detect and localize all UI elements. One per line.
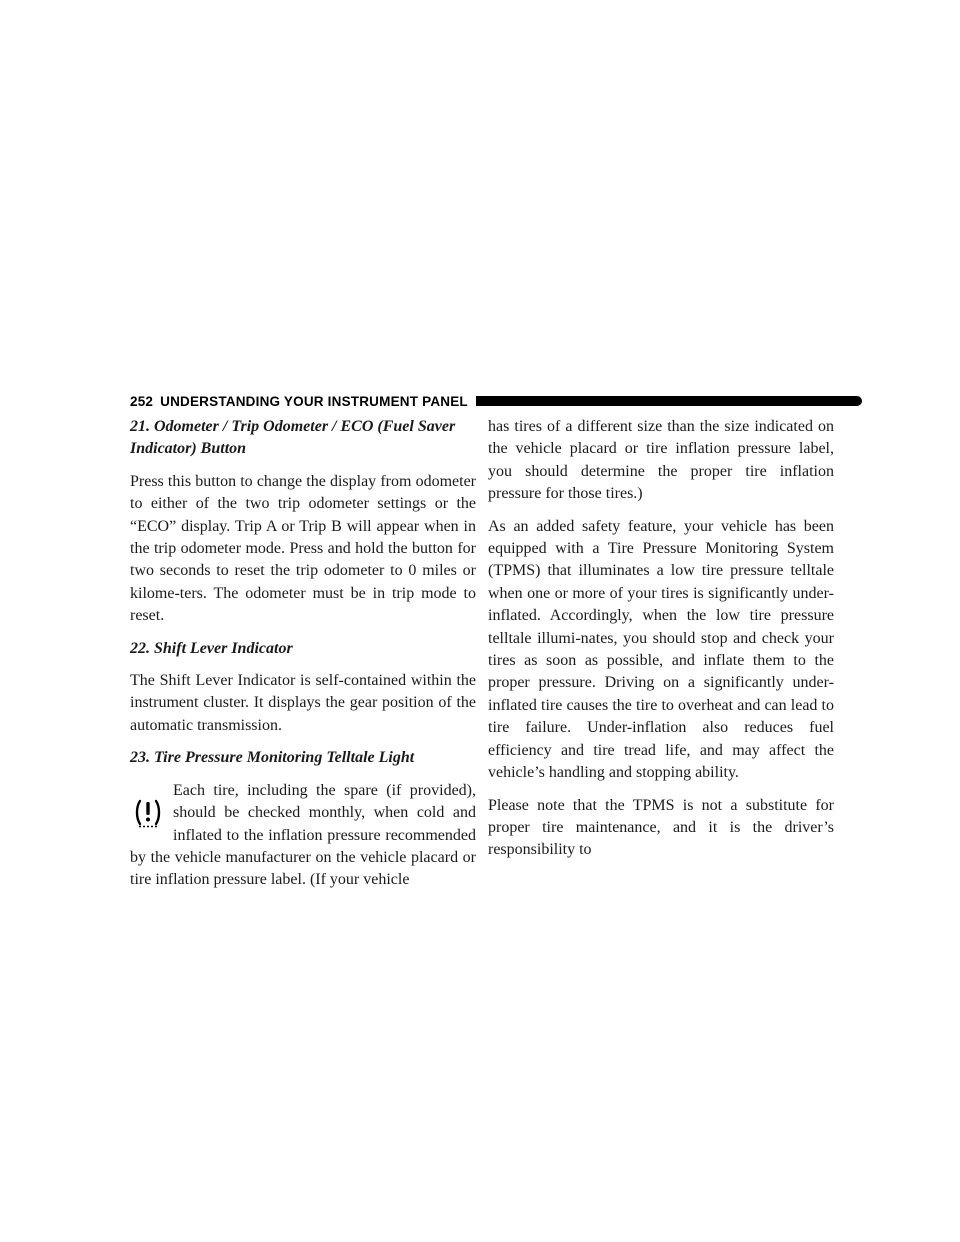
right-paragraph-1: has tires of a different size than the size indicated on the vehicle placard or tire inflation pressure label, you should determine the proper tire inflation pressure for those tires.) — [488, 418, 834, 503]
item-21-heading: 21. Odometer / Trip Odometer / ECO (Fuel Saver Indicator) Button — [130, 418, 456, 458]
header-rule-bar — [476, 396, 862, 406]
left-column — [130, 416, 476, 902]
page-header — [130, 390, 862, 412]
right-paragraph-2: As an added safety feature, your vehicle has been equipped with a Tire Pressure Monitoring System (TPMS) that illuminates a low tire pressure telltale when one or more of your tires is significantly under-inflated. Accordingly, when the low tire pressure telltale illumi-nates, you should stop and check your tires as soon as possible, and inflate them to the proper pressure. Driving on a significantly under-inflated tire causes the tire to overheat and can lead to tire failure. Under-inflation also reduces fuel efficiency and tire tread life, and may affect the vehicle’s handling and stopping ability. — [488, 517, 834, 782]
item-22-heading: 22. Shift Lever Indicator — [130, 639, 293, 657]
item-22-body: The Shift Lever Indicator is self-contained within the instrument cluster. It displays the gear position of the automatic transmission. — [130, 672, 476, 734]
item-23-heading: 23. Tire Pressure Monitoring Telltale Light — [130, 749, 415, 767]
tire-pressure-warning-icon — [135, 798, 161, 830]
right-paragraph-3: Please note that the TPMS is not a substitute for proper tire maintenance, and it is the driver’s responsibility to — [488, 796, 834, 859]
item-23-block — [130, 780, 476, 892]
item-23-body: Each tire, including the spare (if provided), should be checked monthly, when cold and inflated to the inflation pressure recommended by the vehicle manufacturer on the vehicle placard or tire inflation pressure label. (If your vehicle — [130, 781, 476, 889]
section-title: UNDERSTANDING YOUR INSTRUMENT PANEL — [160, 393, 468, 409]
page-number: 252 — [130, 393, 154, 409]
item-21-body: Press this button to change the display from odometer to either of the two trip odometer settings or the “ECO” display. Trip A or Trip B will appear when in the trip odometer mode. Press and hold the button for two seconds to reset the trip odometer to 0 miles or kilome-ters. The odometer must be in trip mode to reset. — [130, 472, 476, 625]
right-column — [488, 416, 834, 872]
